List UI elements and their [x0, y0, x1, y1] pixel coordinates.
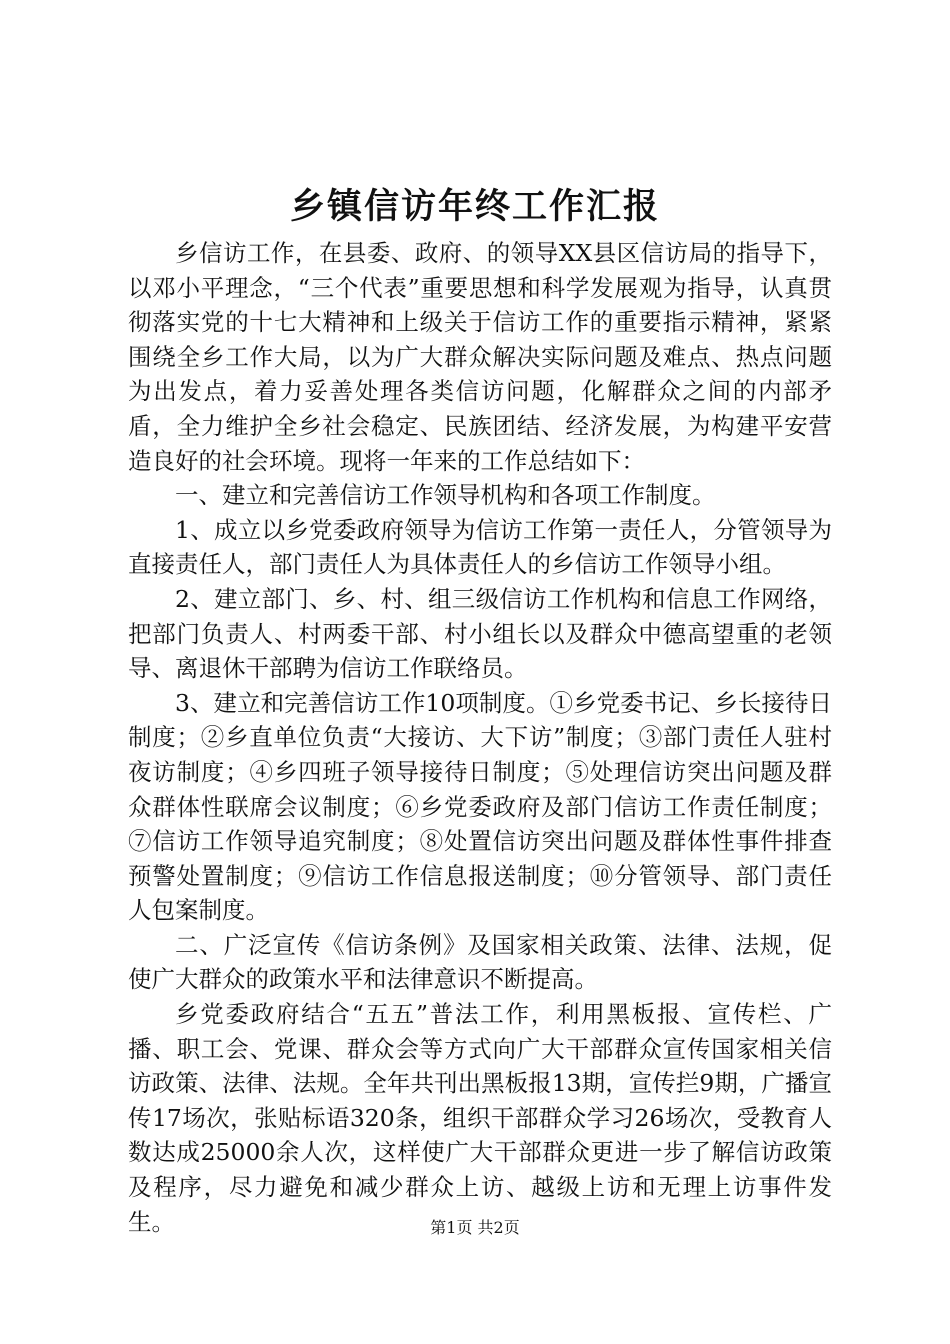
page-number-footer: 第1页 共2页	[430, 1218, 520, 1237]
section-heading-2: 二、广泛宣传《信访条例》及国家相关政策、法律、法规，促使广大群众的政策水平和法律意识不断提高。	[128, 930, 832, 994]
paragraph-item-1: 1、成立以乡党委政府领导为信访工作第一责任人，分管领导为直接责任人，部门责任人为具体责任人的乡信访工作领导小组。	[128, 515, 832, 579]
document-title: 乡镇信访年终工作汇报	[289, 187, 660, 227]
section-heading-1: 一、建立和完善信访工作领导机构和各项工作制度。	[175, 481, 716, 510]
paragraph-publicity: 乡党委政府结合“五五”普法工作，利用黑板报、宣传栏、广播、职工会、党课、群众会等方式向广大干部群众宣传国家相关信访政策、法律、法规。全年共刊出黑板报13期，宣传拦9期，广播宣传17场次，张贴标语320条，组织干部群众学习26场次，受教育人数达成25000余人次，这样使广大干部群众更进一步了解信访政策及程序，尽力避免和减少群众上访、越级上访和无理上访事件发生。	[128, 1000, 832, 1236]
paragraph-item-2: 2、建立部门、乡、村、组三级信访工作机构和信息工作网络，把部门负责人、村两委干部、村小组长以及群众中德高望重的老领导、离退休干部聘为信访工作联络员。	[128, 584, 832, 683]
paragraph-intro: 乡信访工作，在县委、政府、的领导XX县区信访局的指导下，以邓小平理念，“三个代表”重要思想和科学发展观为指导，认真贯彻落实党的十七大精神和上级关于信访工作的重要指示精神，紧紧围绕全乡工作大局，以为广大群众解决实际问题及难点、热点问题为出发点，着力妥善处理各类信访问题，化解群众之间的内部矛盾，全力维护全乡社会稳定、民族团结、经济发展，为构建平安营造良好的社会环境。现将一年来的工作总结如下：	[128, 239, 832, 475]
paragraph-item-3: 3、建立和完善信访工作10项制度。①乡党委书记、乡长接待日制度；②乡直单位负责“大接访、大下访”制度；③部门责任人驻村夜访制度；④乡四班子领导接待日制度；⑤处理信访突出问题及群众群体性联席会议制度；⑥乡党委政府及部门信访工作责任制度；⑦信访工作领导追究制度；⑧处置信访突出问题及群体性事件排查预警处置制度；⑨信访工作信息报送制度；⑩分管领导、部门责任人包案制度。	[128, 688, 832, 925]
document-body	[128, 236, 832, 1239]
